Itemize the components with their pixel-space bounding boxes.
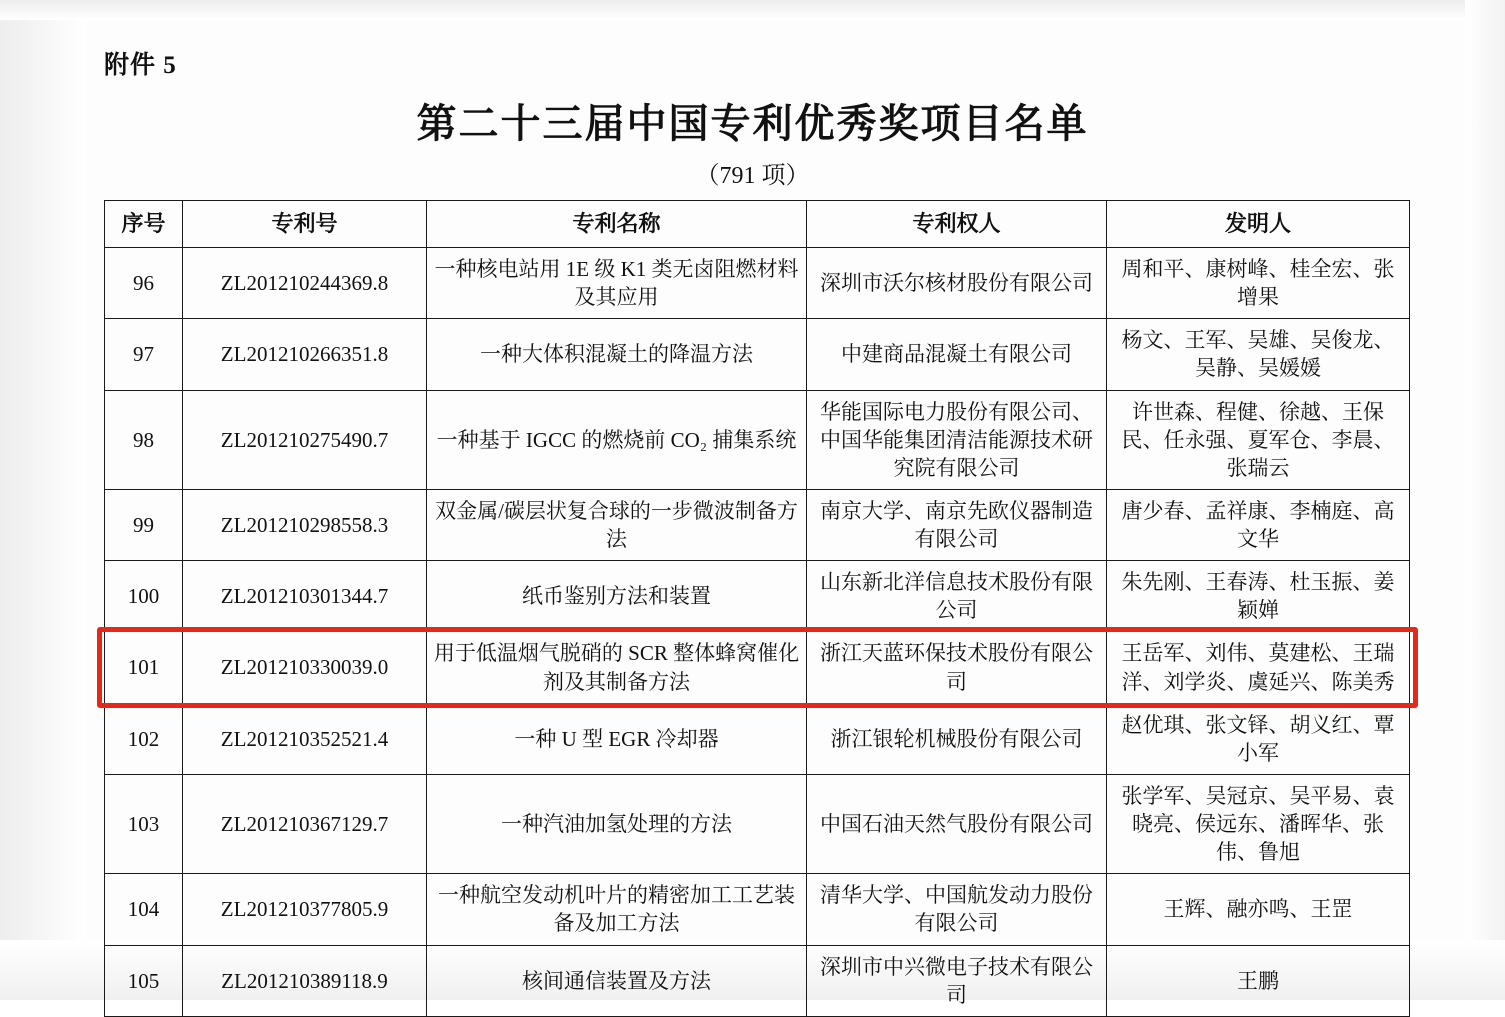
table-header-row	[105, 201, 1410, 248]
table-row	[105, 874, 1410, 945]
patent-table-wrapper	[104, 200, 1409, 1017]
cell-inventors: 周和平、康树峰、桂全宏、张增果	[1107, 248, 1410, 319]
cell-patentee: 深圳市中兴微电子技术有限公司	[807, 945, 1107, 1016]
cell-inventors: 张学军、吴冠京、吴平易、袁晓亮、侯远东、潘晖华、张伟、鲁旭	[1107, 774, 1410, 873]
table-row	[105, 489, 1410, 560]
cell-patent-name: 一种基于 IGCC 的燃烧前 CO₂ 捕集系统	[427, 390, 807, 489]
column-header-patent-name: 专利名称	[427, 201, 807, 248]
cell-patent-name: 一种汽油加氢处理的方法	[427, 774, 807, 873]
cell-patentee: 中国石油天然气股份有限公司	[807, 774, 1107, 873]
cell-patent-name: 一种航空发动机叶片的精密加工工艺装备及加工方法	[427, 874, 807, 945]
cell-patentee: 华能国际电力股份有限公司、中国华能集团清洁能源技术研究院有限公司	[807, 390, 1107, 489]
scan-edge-top	[0, 0, 1505, 20]
table-row	[105, 561, 1410, 632]
cell-patentee: 中建商品混凝土有限公司	[807, 319, 1107, 390]
page-subtitle: （791 项）	[695, 163, 810, 189]
cell-no: 96	[105, 248, 183, 319]
cell-patent-no: ZL201210352521.4	[183, 703, 427, 774]
cell-no: 98	[105, 390, 183, 489]
cell-inventors: 许世森、程健、徐越、王保民、任永强、夏军仓、李晨、张瑞云	[1107, 390, 1410, 489]
cell-patent-name: 一种核电站用 1E 级 K1 类无卤阻燃材料及其应用	[427, 248, 807, 319]
cell-patentee: 深圳市沃尔核材股份有限公司	[807, 248, 1107, 319]
cell-patent-no: ZL201210301344.7	[183, 561, 427, 632]
cell-inventors: 王岳军、刘伟、莫建松、王瑞洋、刘学炎、虞延兴、陈美秀	[1107, 632, 1410, 703]
cell-patentee: 山东新北洋信息技术股份有限公司	[807, 561, 1107, 632]
cell-patent-name: 一种大体积混凝土的降温方法	[427, 319, 807, 390]
cell-patentee: 浙江银轮机械股份有限公司	[807, 703, 1107, 774]
cell-patent-name: 用于低温烟气脱硝的 SCR 整体蜂窝催化剂及其制备方法	[427, 632, 807, 703]
scan-edge-left	[0, 0, 86, 1000]
cell-patent-no: ZL201210389118.9	[183, 945, 427, 1016]
cell-no: 103	[105, 774, 183, 873]
cell-no: 102	[105, 703, 183, 774]
cell-no: 105	[105, 945, 183, 1016]
cell-patent-no: ZL201210298558.3	[183, 489, 427, 560]
cell-inventors: 唐少春、孟祥康、李楠庭、高文华	[1107, 489, 1410, 560]
cell-patent-name: 一种 U 型 EGR 冷却器	[427, 703, 807, 774]
column-header-patentee: 专利权人	[807, 201, 1107, 248]
cell-patent-name: 核间通信装置及方法	[427, 945, 807, 1016]
cell-no: 101	[105, 632, 183, 703]
cell-inventors: 赵优琪、张文铎、胡义红、覃小军	[1107, 703, 1410, 774]
cell-patent-no: ZL201210367129.7	[183, 774, 427, 873]
table-row	[105, 248, 1410, 319]
table-row	[105, 774, 1410, 873]
cell-inventors: 王辉、融亦鸣、王罡	[1107, 874, 1410, 945]
cell-patentee: 清华大学、中国航发动力股份有限公司	[807, 874, 1107, 945]
cell-patent-no: ZL201210377805.9	[183, 874, 427, 945]
cell-patentee: 浙江天蓝环保技术股份有限公司	[807, 632, 1107, 703]
attachment-label: 附件 5	[104, 52, 177, 79]
column-header-patent-no: 专利号	[183, 201, 427, 248]
table-row	[105, 632, 1410, 703]
cell-inventors: 王鹏	[1107, 945, 1410, 1016]
table-body	[105, 248, 1410, 1017]
table-row	[105, 390, 1410, 489]
cell-no: 104	[105, 874, 183, 945]
cell-no: 99	[105, 489, 183, 560]
cell-no: 97	[105, 319, 183, 390]
patent-list-table	[104, 200, 1410, 1017]
cell-inventors: 杨文、王军、吴雄、吴俊龙、吴静、吴媛媛	[1107, 319, 1410, 390]
cell-patent-name: 纸币鉴别方法和装置	[427, 561, 807, 632]
cell-patent-no: ZL201210266351.8	[183, 319, 427, 390]
cell-patent-no: ZL201210275490.7	[183, 390, 427, 489]
table-row	[105, 319, 1410, 390]
column-header-no: 序号	[105, 201, 183, 248]
cell-patentee: 南京大学、南京先欧仪器制造有限公司	[807, 489, 1107, 560]
table-row	[105, 703, 1410, 774]
cell-inventors: 朱先刚、王春涛、杜玉振、姜颖婵	[1107, 561, 1410, 632]
column-header-inventors: 发明人	[1107, 201, 1410, 248]
cell-patent-no: ZL201210330039.0	[183, 632, 427, 703]
table-row	[105, 945, 1410, 1016]
scan-edge-right	[1465, 0, 1505, 1000]
cell-patent-name: 双金属/碳层状复合球的一步微波制备方法	[427, 489, 807, 560]
cell-patent-no: ZL201210244369.8	[183, 248, 427, 319]
page-title: 第二十三届中国专利优秀奖项目名单	[416, 101, 1089, 146]
cell-no: 100	[105, 561, 183, 632]
